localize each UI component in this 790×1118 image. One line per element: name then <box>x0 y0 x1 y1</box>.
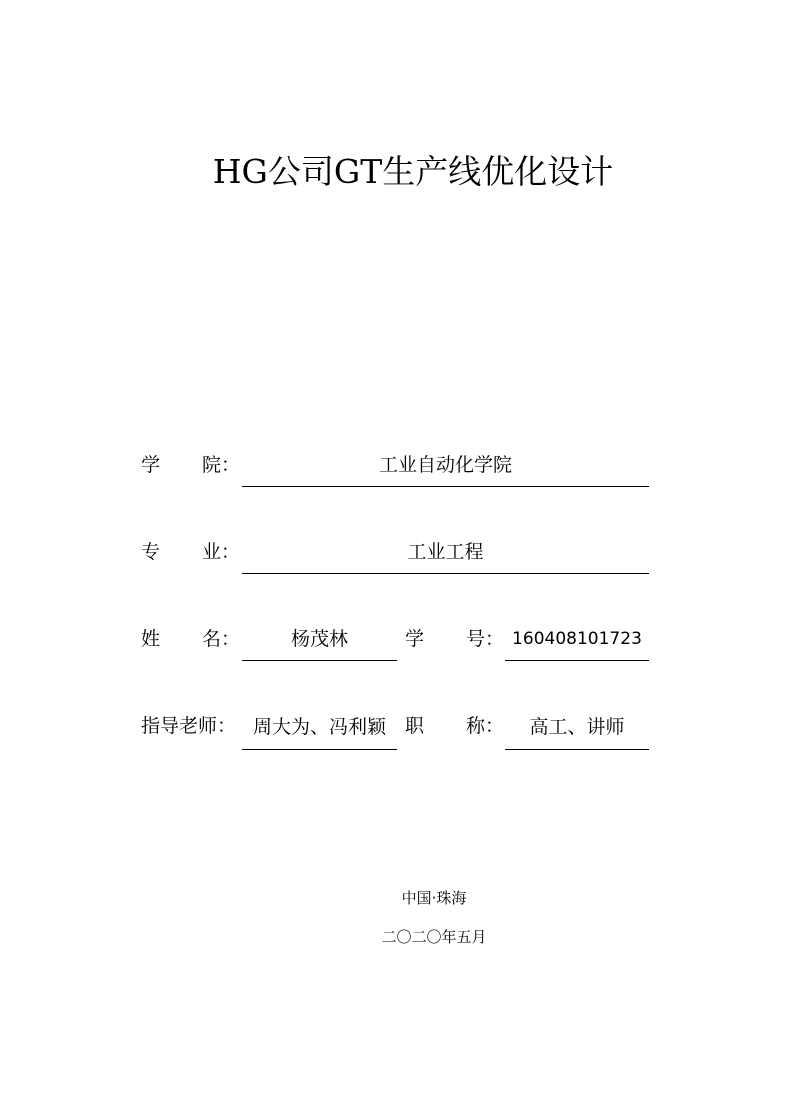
rank-underline <box>505 749 649 750</box>
major-value: 工业工程 <box>407 541 484 563</box>
rank-label-first: 职 <box>405 715 425 737</box>
college-label-second: 院： <box>202 454 241 476</box>
major-label-second: 业： <box>202 541 241 563</box>
footer-date: 二〇二〇年五月 <box>381 928 487 946</box>
rank-value: 高工、讲师 <box>529 716 625 738</box>
footer-location: 中国·珠海 <box>401 889 467 907</box>
name-value: 杨茂林 <box>290 628 348 650</box>
name-label-second: 名： <box>202 628 241 650</box>
major-label-first: 专 <box>141 541 161 563</box>
rank-label-second: 称： <box>466 715 505 737</box>
major-underline <box>242 573 649 574</box>
student-id-underline <box>505 660 649 661</box>
advisor-underline <box>242 749 397 750</box>
name-underline <box>242 660 397 661</box>
student-id-value: 160408101723 <box>512 629 642 649</box>
name-label-first: 姓 <box>141 628 161 650</box>
college-label-first: 学 <box>141 454 161 476</box>
college-value: 工业自动化学院 <box>378 454 512 476</box>
student-id-label-second: 号： <box>466 628 505 650</box>
student-id-label-first: 学 <box>405 628 425 650</box>
advisor-label: 指导老师： <box>141 715 237 737</box>
college-underline <box>242 486 649 487</box>
thesis-title: HG公司GT生产线优化设计 <box>212 152 614 191</box>
advisor-value: 周大为、冯利颖 <box>252 716 386 738</box>
